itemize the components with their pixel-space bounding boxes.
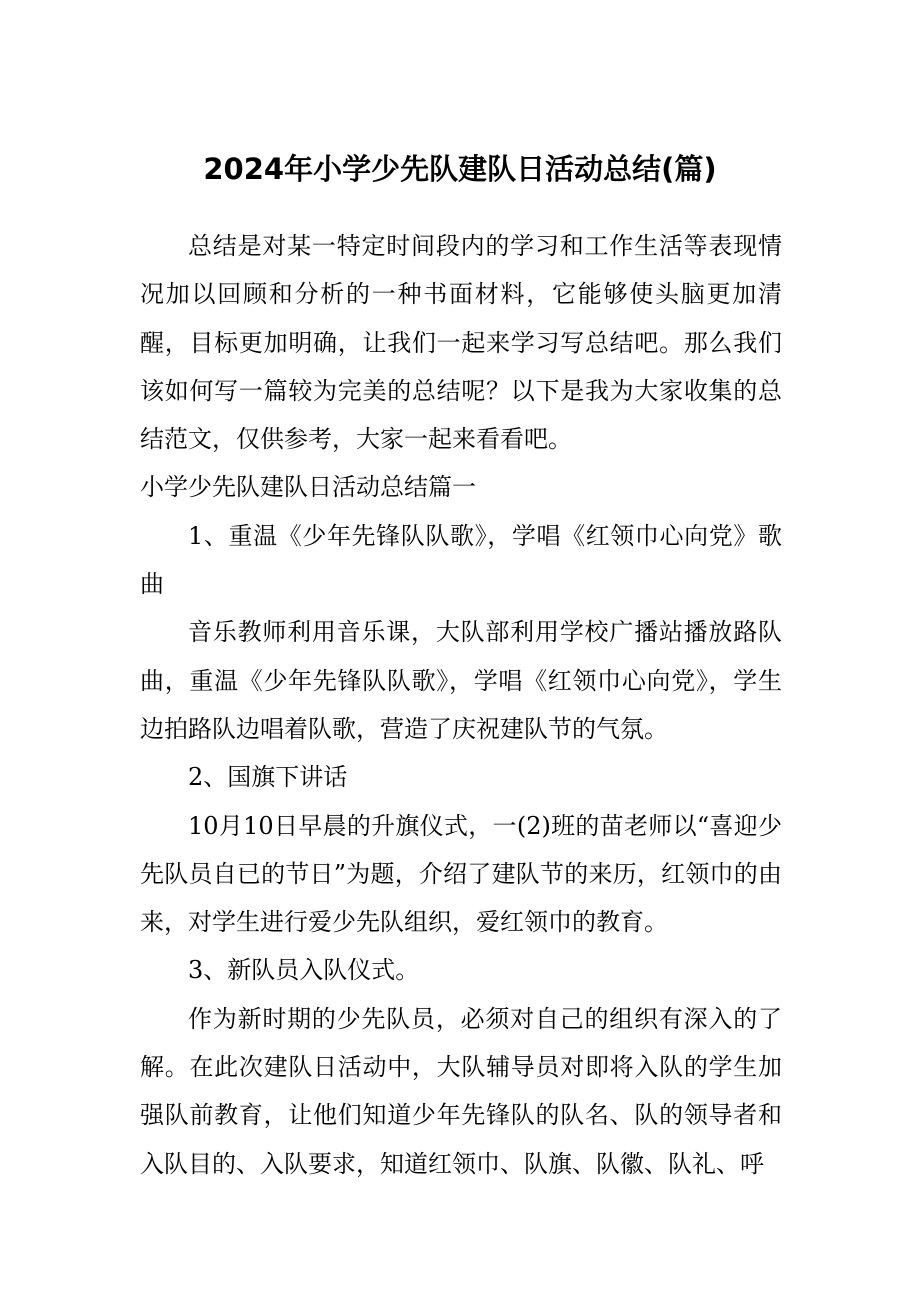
section-heading: 小学少先队建队日活动总结篇一: [140, 473, 476, 502]
body-paragraph-1: 音乐教师利用音乐课，大队部利用学校广播站播放路队曲，重温《少年先锋队队歌》，学唱《红领巾心向党》，学生边拍路队边唱着队歌，营造了庆祝建队节的气氛。: [140, 618, 782, 743]
document-title: 2024年小学少先队建队日活动总结(篇): [203, 152, 717, 186]
item-heading-2: 2、国旗下讲话: [188, 763, 348, 792]
body-paragraph-3: 作为新时期的少先队员，必须对自己的组织有深入的了解。在此次建队日活动中，大队辅导员对即将入队的学生加强队前教育，让他们知道少年先锋队的队名、队的领导者和入队目的、入队要求，知道红领巾、队旗、队徽、队礼、呼: [140, 1004, 782, 1178]
intro-paragraph: 总结是对某一特定时间段内的学习和工作生活等表现情况加以回顾和分析的一种书面材料，它能够使头脑更加清醒，目标更加明确，让我们一起来学习写总结吧。那么我们该如何写一篇较为完美的总结呢？以下是我为大家收集的总结范文，仅供参考，大家一起来看看吧。: [140, 232, 782, 454]
item-heading-3: 3、新队员入队仪式。: [188, 956, 420, 985]
item-heading-1: 1、重温《少年先锋队队歌》，学唱《红领巾心向党》歌曲: [140, 521, 782, 599]
document-body: [140, 222, 782, 1188]
body-paragraph-2: 10月10日早晨的升旗仪式，一(2)班的苗老师以“喜迎少先队员自已的节日”为题，介绍了建队节的来历，红领巾的由来，对学生进行爱少先队组织，爱红领巾的教育。: [140, 811, 782, 937]
